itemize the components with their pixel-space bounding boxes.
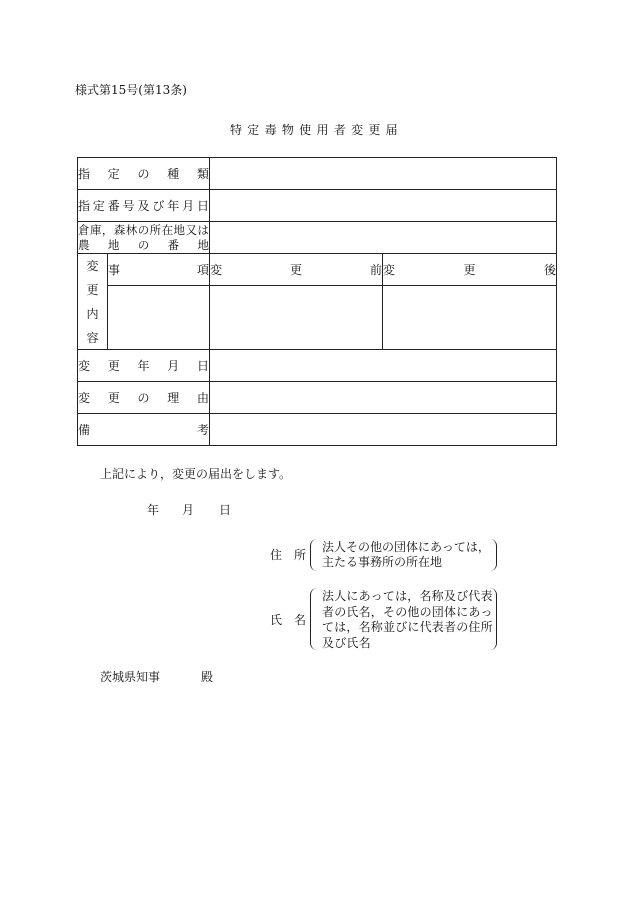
label-char: 類 — [197, 166, 210, 181]
label-char: 名 — [293, 613, 306, 627]
change-content-cell — [78, 254, 108, 350]
before-value — [210, 286, 383, 350]
location-label-line1 — [78, 223, 209, 238]
addressee-honorific: 殿 — [201, 670, 214, 684]
label-char: 月 — [167, 358, 180, 373]
label-char: 後 — [543, 262, 556, 277]
label-char: 更 — [107, 390, 120, 405]
name-label — [270, 613, 306, 627]
label-char: の — [137, 237, 150, 252]
address-note-bracket — [310, 539, 497, 571]
label-char: 備 — [78, 422, 91, 437]
label-char: 指 — [78, 166, 91, 181]
name-note-line: 法人にあっては，名称及び代表 — [322, 589, 493, 603]
designation-number-date-value — [210, 190, 557, 222]
label-char: 番 — [167, 237, 180, 252]
label-char: 事 — [108, 262, 121, 277]
label-char: 森 — [113, 222, 126, 237]
change-reason-value — [210, 382, 557, 414]
label-cell — [78, 350, 210, 382]
label-char: 由 — [197, 390, 210, 405]
location-label-line2 — [78, 238, 209, 253]
change-content-label — [85, 259, 101, 345]
table-row — [78, 382, 557, 414]
label-char: 定 — [92, 198, 105, 213]
item-header-cell — [108, 254, 210, 286]
date-month-label: 月 — [182, 503, 195, 517]
label-char: 更 — [86, 282, 99, 297]
label-char: び — [152, 198, 165, 213]
label-char: 指 — [78, 198, 91, 213]
label-char: 倉 — [78, 222, 90, 237]
label-char: 号 — [122, 198, 135, 213]
label-char: 変 — [210, 262, 223, 277]
table-row — [78, 222, 557, 254]
designation-type-value — [210, 158, 557, 190]
label-char: 庫 — [89, 222, 102, 237]
before-header — [210, 263, 382, 277]
remarks-label — [78, 423, 209, 437]
label-char: 年 — [137, 358, 150, 373]
label-cell — [78, 190, 210, 222]
label-char: 更 — [107, 358, 120, 373]
label-char: 所 — [149, 222, 162, 237]
label-char: 容 — [86, 330, 99, 345]
label-char: 変 — [78, 358, 91, 373]
after-value — [383, 286, 557, 350]
label-cell — [78, 382, 210, 414]
addressee-name: 茨城県知事 — [100, 670, 161, 684]
label-char: 日 — [197, 358, 210, 373]
label-char: 又 — [185, 222, 197, 237]
table-row — [78, 286, 557, 350]
name-note-line: ては，名称並びに代表者の住所 — [322, 620, 493, 634]
label-char: 番 — [107, 198, 120, 213]
address-note-line: 法人その他の団体にあっては， — [322, 540, 490, 554]
before-header-cell — [210, 254, 383, 286]
label-char: 前 — [369, 262, 382, 277]
item-value — [108, 286, 210, 350]
label-char: は — [197, 222, 209, 237]
name-note-bracket — [310, 588, 497, 650]
label-char: 地 — [173, 222, 185, 237]
label-char: 住 — [270, 548, 283, 562]
after-header — [383, 263, 556, 277]
table-row — [78, 414, 557, 446]
date-day-label: 日 — [219, 503, 232, 517]
item-header — [108, 263, 209, 277]
address-label — [270, 548, 306, 562]
table-row — [78, 190, 557, 222]
change-date-label — [78, 359, 209, 373]
label-char: の — [137, 166, 150, 181]
label-cell — [78, 158, 210, 190]
label-char: 更 — [290, 262, 303, 277]
location-value — [210, 222, 557, 254]
label-char: 定 — [107, 166, 120, 181]
label-char: 地 — [197, 237, 209, 252]
remarks-value — [210, 414, 557, 446]
declaration-text: 上記により，変更の届出をします。 — [100, 467, 292, 481]
label-char: 月 — [182, 198, 195, 213]
table-row — [78, 254, 557, 286]
name-note-line: 及び氏名 — [322, 635, 371, 650]
label-char: 変 — [86, 258, 99, 273]
label-char: 変 — [78, 390, 91, 405]
label-char: 及 — [137, 198, 150, 213]
label-char: 変 — [383, 262, 396, 277]
address-note-line: 主たる事務所の所在地 — [322, 555, 443, 569]
change-notification-table — [77, 157, 557, 446]
table-row — [78, 350, 557, 382]
label-char: 項 — [197, 262, 210, 277]
change-reason-label — [78, 391, 209, 405]
label-char: 日 — [197, 198, 210, 213]
label-char: 考 — [197, 422, 210, 437]
change-date-value — [210, 350, 557, 382]
label-char: の — [137, 390, 150, 405]
label-char: の — [137, 222, 150, 237]
label-char: ， — [101, 222, 114, 237]
label-char: 理 — [167, 390, 180, 405]
form-number: 様式第15号(第13条) — [75, 83, 187, 97]
name-note-line: 者の氏名，その他の団体にあっ — [322, 604, 493, 619]
label-char: 種 — [167, 166, 180, 181]
label-cell — [78, 222, 210, 254]
designation-number-date-label — [78, 199, 209, 213]
after-header-cell — [383, 254, 557, 286]
date-year-label: 年 — [147, 503, 160, 517]
label-char: 年 — [167, 198, 180, 213]
label-char: 更 — [463, 262, 476, 277]
label-cell — [78, 414, 210, 446]
label-char: 地 — [107, 237, 120, 252]
label-char: 内 — [86, 306, 99, 321]
label-char: 在 — [161, 222, 174, 237]
designation-type-label — [78, 167, 209, 181]
label-char: 所 — [293, 548, 306, 562]
document-title: 特定毒物使用者変更届 — [229, 123, 403, 137]
label-char: 林 — [125, 222, 138, 237]
label-char: 氏 — [270, 613, 283, 627]
label-char: 農 — [78, 237, 90, 252]
table-row — [78, 158, 557, 190]
